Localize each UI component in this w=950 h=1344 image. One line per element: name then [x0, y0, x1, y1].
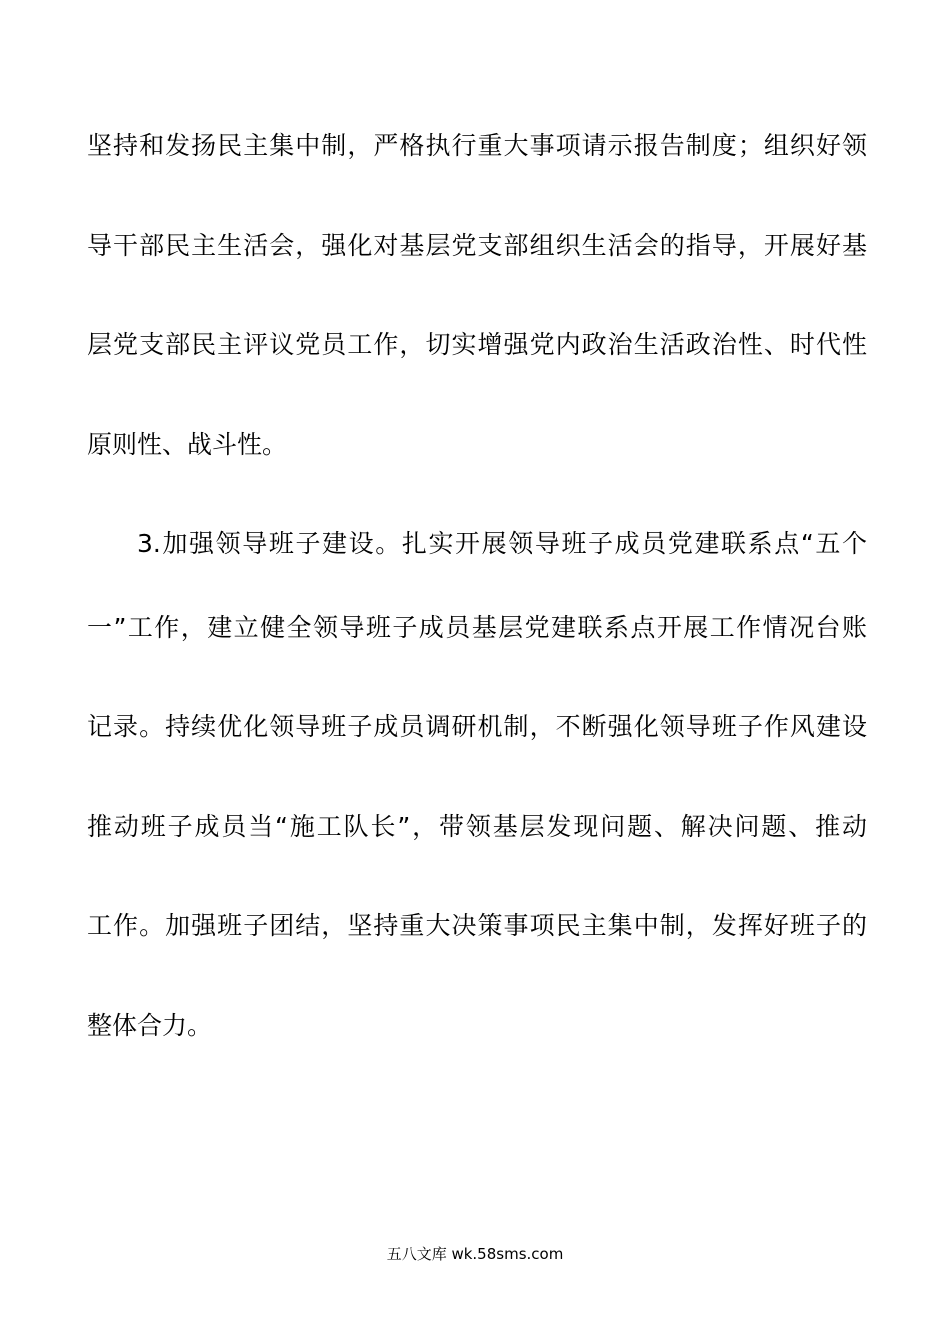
body-text-line: 工作。加强班子团结，坚持重大决策事项民主集中制，发挥好班子的 [87, 911, 867, 940]
body-text-line: 一”工作，建立健全领导班子成员基层党建联系点开展工作情况台账 [87, 613, 867, 642]
body-text-line: 推动班子成员当“施工队长”，带领基层发现问题、解决问题、推动 [87, 812, 867, 841]
body-text-line: 整体合力。 [87, 1011, 213, 1040]
body-text-line: 导干部民主生活会，强化对基层党支部组织生活会的指导，开展好基 [87, 231, 867, 260]
body-text-line: 记录。持续优化领导班子成员调研机制，不断强化领导班子作风建设 [87, 712, 867, 741]
body-text-line: 坚持和发扬民主集中制，严格执行重大事项请示报告制度；组织好领 [87, 131, 867, 160]
footer-watermark: 五八文库 wk.58sms.com [386, 1245, 564, 1263]
body-text-line: 原则性、战斗性。 [87, 430, 288, 459]
section-heading-line: 3.加强领导班子建设。扎实开展领导班子成员党建联系点“五个 [137, 529, 867, 558]
body-text-line: 层党支部民主评议党员工作，切实增强党内政治生活政治性、时代性 [87, 330, 867, 359]
